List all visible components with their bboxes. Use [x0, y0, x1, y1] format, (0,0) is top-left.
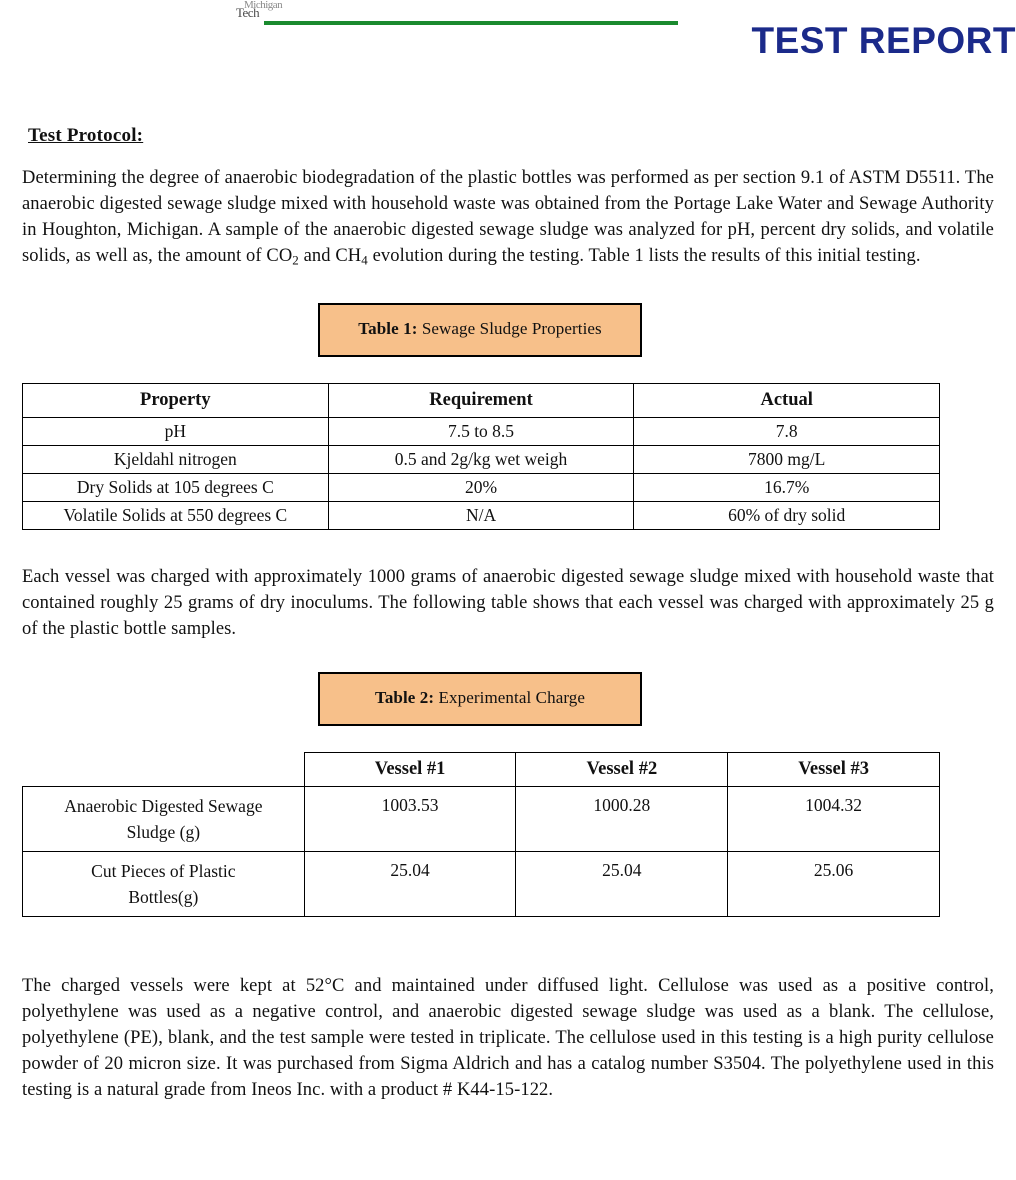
- table-2-row-label-line-2: Bottles(g): [128, 887, 199, 908]
- table-1-caption-label: Table 1:: [358, 319, 418, 339]
- page-title: TEST REPORT: [751, 20, 1016, 61]
- table-1-header-actual: Actual: [634, 384, 940, 418]
- table-2-cell: 1000.28: [516, 787, 728, 852]
- paragraph-1-part-3: evolution during the testing. Table 1 lists the results of this initial testing.: [367, 246, 921, 266]
- table-experimental-charge: [22, 752, 940, 917]
- table-1-cell: 60% of dry solid: [634, 502, 940, 530]
- table-2-caption: [318, 672, 642, 726]
- table-row: [23, 446, 940, 474]
- table-1-cell: Dry Solids at 105 degrees C: [23, 474, 329, 502]
- table-header-row: [23, 384, 940, 418]
- table-2-caption-text: Experimental Charge: [438, 688, 586, 708]
- logo-line-1: Michigan: [244, 0, 283, 11]
- table-1-cell: Volatile Solids at 550 degrees C: [23, 502, 329, 530]
- paragraph-1-subscript-2: 4: [361, 252, 368, 268]
- table-2-header-blank: [23, 753, 305, 787]
- table-1-caption-text: Sewage Sludge Properties: [421, 319, 602, 339]
- table-1-caption: [318, 303, 642, 357]
- paragraph-1-part-1: Determining the degree of anaerobic biodegradation of the plastic bottles was performed as per section 9.1 of ASTM D5511. The anaerobic digested sewage sludge mixed with household waste was obtained from the Portage Lake Water and Sewage Authority in Houghton, Michigan. A sample of the anaerobic digested sewage sludge was analyzed for pH, percent dry solids, and volatile solids, as well as, the amount of CO: [22, 168, 994, 266]
- table-2-row-label: [23, 852, 305, 917]
- table-1-header-property: Property: [23, 384, 329, 418]
- table-2-cell: 25.06: [728, 852, 940, 917]
- table-row: [23, 852, 940, 917]
- table-2-cell: 1004.32: [728, 787, 940, 852]
- table-2-cell: 25.04: [304, 852, 516, 917]
- table-row: [23, 502, 940, 530]
- table-2-caption-label: Table 2:: [374, 688, 435, 708]
- table-2-header-vessel-3: Vessel #3: [728, 753, 940, 787]
- document-body: [22, 125, 994, 1103]
- table-row: [23, 787, 940, 852]
- michigan-tech-logo: [236, 0, 283, 30]
- table-1-header-requirement: Requirement: [328, 384, 634, 418]
- table-row: [23, 474, 940, 502]
- table-2-row-label: [23, 787, 305, 852]
- section-heading-test-protocol: Test Protocol:: [28, 125, 144, 146]
- table-1-cell: 16.7%: [634, 474, 940, 502]
- table-header-row: [23, 753, 940, 787]
- header-rule: [264, 21, 678, 25]
- spacer: [22, 917, 994, 973]
- table-1-cell: 0.5 and 2g/kg wet weigh: [328, 446, 634, 474]
- document-header: [0, 0, 1016, 70]
- paragraph-vessel-charge: Each vessel was charged with approximately 1000 grams of anaerobic digested sewage sludge mixed with household waste that contained roughly 25 grams of dry inoculums. The following table shows that each vessel was charged with approximately 25 g of the plastic bottle samples.: [22, 567, 994, 640]
- table-1-cell: N/A: [328, 502, 634, 530]
- table-2-cell: 1003.53: [304, 787, 516, 852]
- table-2-header-vessel-1: Vessel #1: [304, 753, 516, 787]
- paragraph-1-part-2: and CH: [298, 246, 362, 266]
- logo-line-2: Tech: [236, 5, 260, 20]
- table-1-cell: pH: [23, 418, 329, 446]
- table-2-row-label-line-1: Cut Pieces of Plastic: [91, 861, 236, 882]
- paragraph-test-protocol: [22, 165, 994, 273]
- spacer: [22, 530, 994, 564]
- table-1-cell: 7800 mg/L: [634, 446, 940, 474]
- table-1-cell: 20%: [328, 474, 634, 502]
- table-2-row-label-line-2: Sludge (g): [126, 822, 201, 843]
- table-row: [23, 418, 940, 446]
- table-1-cell: Kjeldahl nitrogen: [23, 446, 329, 474]
- table-sewage-sludge-properties: [22, 383, 940, 530]
- paragraph-1-subscript-1: 2: [292, 252, 299, 268]
- table-1-cell: 7.5 to 8.5: [328, 418, 634, 446]
- table-2-row-label-line-1: Anaerobic Digested Sewage: [64, 796, 263, 817]
- table-2-header-vessel-2: Vessel #2: [516, 753, 728, 787]
- paragraph-vessel-conditions: The charged vessels were kept at 52°C and maintained under diffused light. Cellulose was used as a positive control, polyethylene was used as a negative control, and anaerobic digested sewage sludge was used as a blank. The cellulose, polyethylene (PE), blank, and the test sample were tested in triplicate. The cellulose used in this testing is a high purity cellulose powder of 20 micron size. It was purchased from Sigma Aldrich and has a catalog number S3504. The polyethylene used in this testing is a natural grade from Ineos Inc. with a product # K44-15-122.: [22, 976, 994, 1101]
- table-2-cell: 25.04: [516, 852, 728, 917]
- table-1-cell: 7.8: [634, 418, 940, 446]
